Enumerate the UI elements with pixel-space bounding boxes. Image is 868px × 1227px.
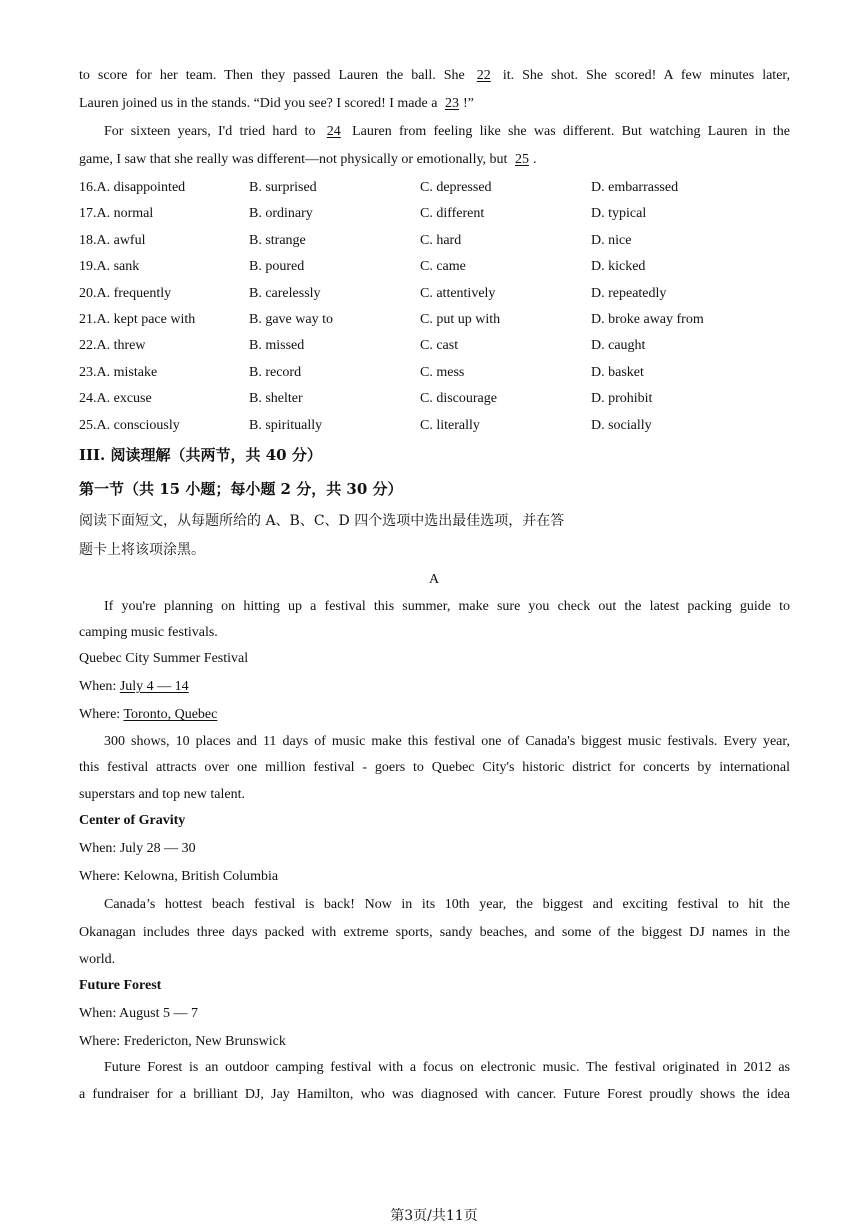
cloze-line-2 <box>79 94 790 114</box>
cloze-line-4 <box>79 150 790 170</box>
festival-3-when: When: August 5 — 7 <box>79 1006 198 1021</box>
cloze-text: !” <box>462 96 474 111</box>
option-b: B. gave way to <box>249 312 333 327</box>
festival-1-desc-line-2: this festival attracts over one million festival - goers to Quebec City's historic district for concerts by international <box>79 760 790 775</box>
option-a: 21.A. kept pace with <box>79 312 196 327</box>
festival-2-where: Where: Kelowna, British Columbia <box>79 869 279 884</box>
option-d: D. kicked <box>591 259 646 274</box>
question-row <box>79 178 790 198</box>
option-a: 17.A. normal <box>79 206 154 221</box>
blank-23: 23 <box>444 96 459 111</box>
question-row <box>79 416 790 436</box>
festival-1-name: Quebec City Summer Festival <box>79 651 249 666</box>
option-b: B. strange <box>249 233 306 248</box>
option-a: 25.A. consciously <box>79 418 180 433</box>
cloze-text: to score for her team. Then they passed Lauren the ball. She <box>79 68 465 83</box>
festival-2-desc-line-3: world. <box>79 952 116 967</box>
option-a: 24.A. excuse <box>79 391 152 406</box>
option-a: 18.A. awful <box>79 233 146 248</box>
option-c: C. put up with <box>420 312 501 327</box>
option-d: D. typical <box>591 206 647 221</box>
option-b: B. spiritually <box>249 418 323 433</box>
festival-3-desc-line-1: Future Forest is an outdoor camping festival with a focus on electronic music. The festival originated in 2012 as <box>104 1060 790 1075</box>
option-b: B. record <box>249 365 302 380</box>
festival-2-desc-line-2: Okanagan includes three days packed with extreme sports, sandy beaches, and some of the biggest DJ names in the <box>79 925 790 940</box>
cloze-text: it. She shot. She scored! A few minutes later, <box>502 68 791 83</box>
option-a: 16.A. disappointed <box>79 180 186 195</box>
festival-2-desc-line-1: Canada’s hottest beach festival is back! Now in its 10th year, the biggest and exciting festival to hit the <box>104 897 790 912</box>
option-b: B. shelter <box>249 391 303 406</box>
question-row <box>79 284 790 304</box>
passage-letter: A <box>428 572 440 587</box>
cloze-line-1 <box>79 66 790 86</box>
option-c: C. came <box>420 259 466 274</box>
cloze-text: Lauren joined us in the stands. “Did you see? I scored! I made a <box>79 96 438 111</box>
option-d: D. prohibit <box>591 391 653 406</box>
option-d: D. nice <box>591 233 632 248</box>
blank-22: 22 <box>476 68 491 83</box>
festival-1-date: July 4 — 14 <box>119 679 189 694</box>
option-a: 22.A. threw <box>79 338 146 353</box>
page-number: 第3页/共11页 <box>390 1208 478 1224</box>
blank-25: 25 <box>514 152 529 167</box>
option-c: C. hard <box>420 233 462 248</box>
option-c: C. literally <box>420 418 480 433</box>
option-b: B. surprised <box>249 180 317 195</box>
option-a: 19.A. sank <box>79 259 140 274</box>
cloze-line-3 <box>104 122 790 142</box>
option-d: D. repeatedly <box>591 286 667 301</box>
instruction-line-2: 题卡上将该项涂黑。 <box>79 542 205 558</box>
festival-3-where: Where: Fredericton, New Brunswick <box>79 1034 286 1049</box>
option-d: D. basket <box>591 365 644 380</box>
question-row <box>79 310 790 330</box>
question-row <box>79 257 790 277</box>
festival-3-desc-line-2: a fundraiser for a brilliant DJ, Jay Hamilton, who was diagnosed with cancer. Future Forest proudly shows the idea <box>79 1087 790 1102</box>
option-b: B. ordinary <box>249 206 313 221</box>
option-d: D. caught <box>591 338 646 353</box>
option-c: C. different <box>420 206 485 221</box>
festival-1-location: Toronto, Quebec <box>123 707 218 722</box>
cloze-text: . <box>532 152 537 167</box>
festival-2-name: Center of Gravity <box>79 813 186 828</box>
option-b: B. poured <box>249 259 305 274</box>
festival-3-name: Future Forest <box>79 978 162 993</box>
option-d: D. socially <box>591 418 652 433</box>
option-a: 20.A. frequently <box>79 286 172 301</box>
festival-1-desc-line-3: superstars and top new talent. <box>79 787 246 802</box>
option-d: D. broke away from <box>591 312 704 327</box>
cloze-text: game, I saw that she really was different—not physically or emotionally, but <box>79 152 508 167</box>
where-label: Where: <box>79 707 121 722</box>
cloze-text: For sixteen years, I'd tried hard to <box>104 124 316 139</box>
option-c: C. mess <box>420 365 465 380</box>
option-b: B. carelessly <box>249 286 321 301</box>
cloze-text: Lauren from feeling like she was different. But watching Lauren in the <box>352 124 791 139</box>
question-row <box>79 389 790 409</box>
blank-24: 24 <box>326 124 341 139</box>
festival-1-where <box>79 705 790 725</box>
option-c: C. attentively <box>420 286 496 301</box>
question-row <box>79 231 790 251</box>
question-row <box>79 204 790 224</box>
section-subheading: 第一节（共 15 小题；每小题 2 分，共 30 分） <box>79 480 403 498</box>
passage-intro-line-1: If you're planning on hitting up a festival this summer, make sure you check out the latest packing guide to <box>104 599 790 614</box>
question-row <box>79 336 790 356</box>
option-a: 23.A. mistake <box>79 365 158 380</box>
festival-1-desc-line-1: 300 shows, 10 places and 11 days of music make this festival one of Canada's biggest music festivals. Every year, <box>104 734 790 749</box>
question-row <box>79 363 790 383</box>
option-c: C. cast <box>420 338 459 353</box>
option-c: C. depressed <box>420 180 492 195</box>
when-label: When: <box>79 679 117 694</box>
festival-1-when <box>79 677 790 697</box>
festival-2-when: When: July 28 — 30 <box>79 841 196 856</box>
instruction-line-1: 阅读下面短文，从每题所给的 A、B、C、D 四个选项中选出最佳选项，并在答 <box>79 513 565 529</box>
option-d: D. embarrassed <box>591 180 679 195</box>
option-b: B. missed <box>249 338 305 353</box>
passage-intro-line-2: camping music festivals. <box>79 625 218 640</box>
option-c: C. discourage <box>420 391 497 406</box>
section-heading: III. 阅读理解（共两节，共 40 分） <box>79 446 322 464</box>
